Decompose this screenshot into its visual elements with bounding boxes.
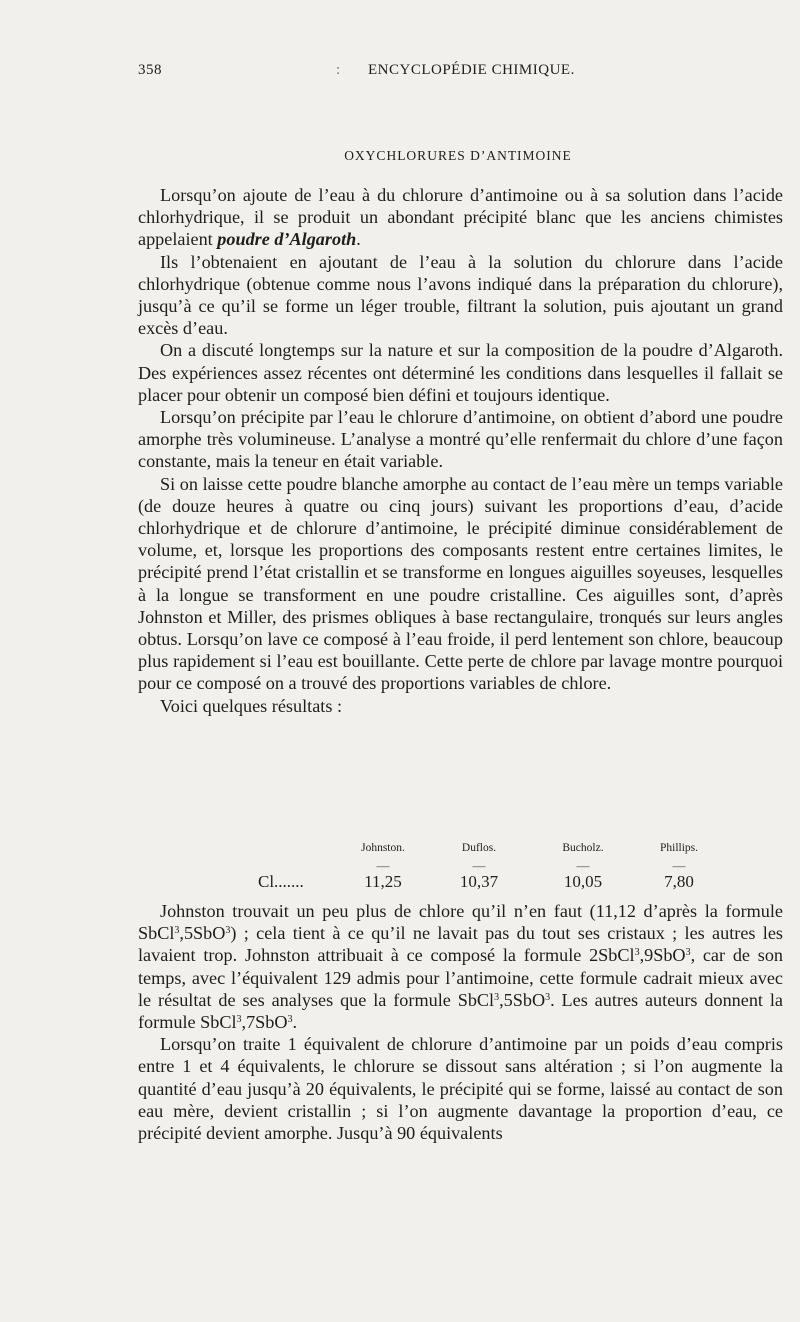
paragraph: Lorsqu’on ajoute de l’eau à du chlorure d’antimoine ou à sa solution dans l’acide chlorhydrique, il se produit un abondant précipité blanc que les anciens chimistes appelaient poudre d’Algaroth. — [138, 185, 783, 250]
column-rule: — — [472, 858, 486, 873]
table-cell: 7,80 — [664, 872, 694, 891]
paragraph: Ils l’obtenaient en ajoutant de l’eau à la solution du chlorure dans l’acide chlorhydrique (obtenue comme nous l’avons indiqué dans la préparation du chlorure), jusqu’à ce qu’il se forme un léger trouble, filtrant la solution, puis ajoutant un grand excès d’eau. — [138, 251, 783, 339]
paragraph: On a discuté longtemps sur la nature et sur la composition de la poudre d’Algaroth. Des expériences assez récentes ont déterminé les conditions dans lesquelles il fallait se placer pour obtenir un composé bien défini et toujours identique. — [138, 340, 783, 405]
paragraph: Lorsqu’on précipite par l’eau le chlorure d’antimoine, on obtient d’abord une poudre amorphe très volumineuse. L’analyse a montré qu’elle renfermait du chlore d’une façon constante, mais la teneur en était variable. — [138, 407, 783, 472]
paragraph-formulas: Johnston trouvait un peu plus de chlore qu’il n’en faut (11,12 d’après la formule SbCl$^3$,5SbO$^3$) ; cela tient à ce qu’il ne lavait pas du tout ses cristaux ; les autres les lavaient trop. Johnston attribuait à ce composé la formule 2SbCl$^3$,9SbO$^3$, car de son temps, avec l’équivalent 129 admis pour l’antimoine, cette formule cadrait mieux avec le résultat de ses analyses que la formule SbCl$^3$,5SbO$^3$. Les autres auteurs donnent la formule SbCl$^3$,7SbO$^3$. — [138, 901, 784, 1033]
table-cell: 11,25 — [364, 872, 402, 891]
section-title: OXYCHLORURES D’ANTIMOINE — [344, 148, 572, 163]
paragraph: Lorsqu’on traite 1 équivalent de chlorure d’antimoine par un poids d’eau compris entre 1 et 4 équivalents, le chlorure se dissout sans altération ; si l’on augmente la quantité d’eau jusqu’à 20 équivalents, le précipité qui se forme, laissé au contact de son eau mère, devient cristallin ; si l’on augmente davantage la proportion d’eau, ce précipité devient amorphe. Jusqu’à 90 équivalents — [138, 1034, 783, 1144]
body-text-bottom — [138, 900, 783, 1144]
column-header: Phillips. — [659, 842, 699, 854]
column-header: Duflos. — [461, 842, 497, 854]
column-header: Johnston. — [361, 842, 405, 854]
results-table — [138, 842, 783, 892]
row-label: Cl....... — [258, 872, 304, 891]
paragraph: Voici quelques résultats : — [160, 695, 343, 716]
table-cell: 10,37 — [459, 872, 499, 891]
header-separator: : — [336, 62, 341, 78]
emphasis-term: poudre d’Algaroth — [217, 229, 357, 250]
table-cell: 10,05 — [563, 872, 603, 891]
column-rule: — — [376, 858, 390, 873]
body-text-top — [138, 184, 783, 717]
column-header: Bucholz. — [562, 842, 604, 854]
page-number: 358 — [138, 62, 162, 78]
running-header — [138, 62, 778, 84]
running-title: ENCYCLOPÉDIE CHIMIQUE. — [368, 62, 575, 78]
paragraph: Si on laisse cette poudre blanche amorphe au contact de l’eau mère un temps variable (de douze heures à quatre ou cinq jours) suivant les proportions d’eau, d’acide chlorhydrique et de chlorure d’antimoine, le précipité diminue considérablement de volume, et, lorsque les proportions des composants restent entre certaines limites, le précipité prend l’état cristallin et se transforme en longues aiguilles soyeuses, lesquelles à la longue se transforment en une poudre cristalline. Ces aiguilles sont, d’après Johnston et Miller, des prismes obliques à base rectangulaire, tronqués sur leurs angles obtus. Lorsqu’on lave ce composé à l’eau froide, il perd lentement son chlore, beaucoup plus rapidement si l’eau est bouillante. Cette perte de chlore par lavage montre pourquoi pour ce composé on a trouvé des proportions variables de chlore. — [138, 473, 783, 694]
column-rule: — — [672, 858, 686, 873]
column-rule: — — [576, 858, 590, 873]
